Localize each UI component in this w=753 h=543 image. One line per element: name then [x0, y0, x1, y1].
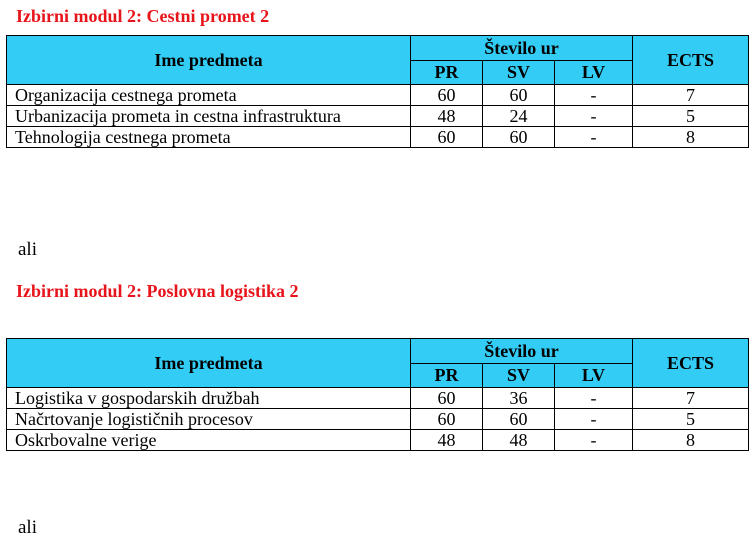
ects-value: 7	[633, 388, 749, 409]
hours-pr: 60	[411, 85, 483, 106]
ects-value: 7	[633, 85, 749, 106]
table-row	[7, 388, 749, 409]
subject-name: Logistika v gospodarskih družbah	[7, 388, 411, 409]
hours-pr: 48	[411, 430, 483, 451]
hours-pr: 60	[411, 388, 483, 409]
separator-text: ali	[18, 239, 37, 260]
course-table	[6, 338, 749, 451]
separator-text: ali	[18, 517, 37, 538]
hours-lv: -	[555, 85, 633, 106]
header-pr: PR	[411, 60, 483, 85]
header-sv: SV	[483, 363, 555, 388]
hours-lv: -	[555, 409, 633, 430]
header-lv: LV	[555, 363, 633, 388]
header-sv: SV	[483, 60, 555, 85]
subject-name: Tehnologija cestnega prometa	[7, 127, 411, 148]
header-ects: ECTS	[633, 36, 749, 85]
header-hours-group: Število ur	[411, 339, 633, 364]
ects-value: 5	[633, 106, 749, 127]
header-ects: ECTS	[633, 339, 749, 388]
hours-pr: 60	[411, 409, 483, 430]
subject-name: Načrtovanje logističnih procesov	[7, 409, 411, 430]
section-title: Izbirni modul 2: Poslovna logistika 2	[16, 281, 299, 301]
hours-sv: 60	[483, 85, 555, 106]
header-lv: LV	[555, 60, 633, 85]
table-row	[7, 85, 749, 106]
hours-lv: -	[555, 127, 633, 148]
header-pr: PR	[411, 363, 483, 388]
header-hours-group: Število ur	[411, 36, 633, 61]
ects-value: 5	[633, 409, 749, 430]
hours-lv: -	[555, 106, 633, 127]
hours-sv: 60	[483, 127, 555, 148]
hours-lv: -	[555, 388, 633, 409]
hours-pr: 60	[411, 127, 483, 148]
header-subject-name: Ime predmeta	[7, 36, 411, 85]
section-title: Izbirni modul 2: Cestni promet 2	[16, 6, 270, 26]
table-row	[7, 409, 749, 430]
table-row	[7, 127, 749, 148]
subject-name: Organizacija cestnega prometa	[7, 85, 411, 106]
subject-name: Urbanizacija prometa in cestna infrastruktura	[7, 106, 411, 127]
hours-sv: 36	[483, 388, 555, 409]
course-table	[6, 35, 749, 148]
hours-lv: -	[555, 430, 633, 451]
header-subject-name: Ime predmeta	[7, 339, 411, 388]
hours-sv: 48	[483, 430, 555, 451]
subject-name: Oskrbovalne verige	[7, 430, 411, 451]
hours-sv: 60	[483, 409, 555, 430]
hours-sv: 24	[483, 106, 555, 127]
ects-value: 8	[633, 127, 749, 148]
table-row	[7, 430, 749, 451]
hours-pr: 48	[411, 106, 483, 127]
ects-value: 8	[633, 430, 749, 451]
table-row	[7, 106, 749, 127]
